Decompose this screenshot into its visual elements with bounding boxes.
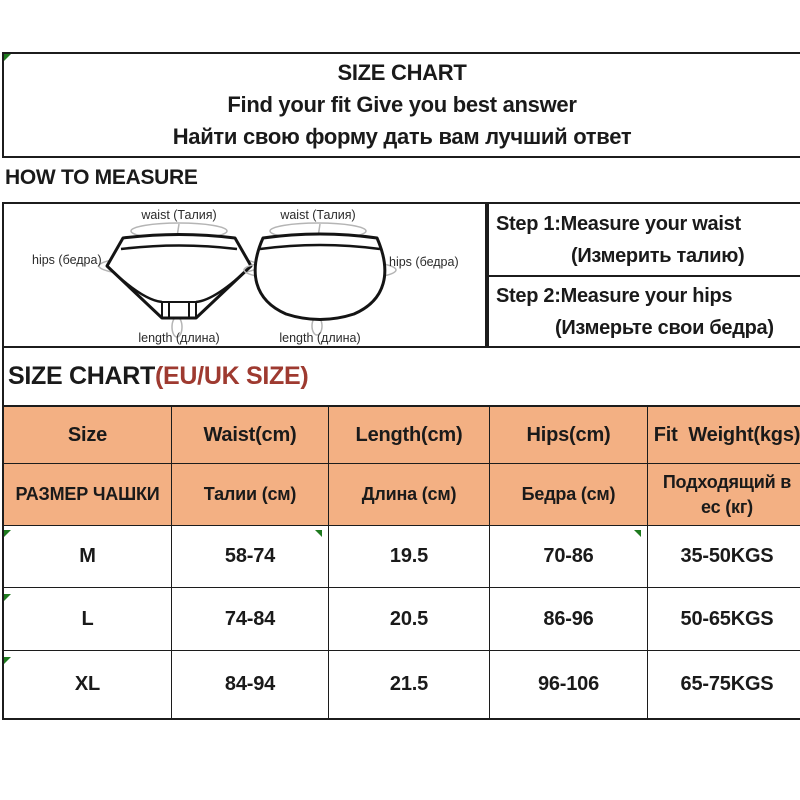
steps-divider (489, 275, 800, 277)
green-corner-marker (4, 530, 11, 537)
table-cell-hips-m: 70-86 (490, 526, 648, 588)
measure-diagram-box (2, 202, 487, 348)
table-header-hips-ru: Бедра (см) (490, 464, 648, 526)
panties-diagram (4, 204, 485, 346)
green-corner-marker (4, 657, 11, 664)
table-cell-waist-l: 74-84 (172, 588, 329, 651)
table-cell-waist-m: 58-74 (172, 526, 329, 588)
title-box (2, 52, 800, 158)
measure-steps-box (487, 202, 800, 348)
table-cell-weight-xl: 65-75KGS (648, 651, 800, 718)
table-header-hips: Hips(cm) (490, 407, 648, 464)
table-cell-hips-l: 86-96 (490, 588, 648, 651)
table-header-waist: Waist(cm) (172, 407, 329, 464)
table-cell-weight-l: 50-65KGS (648, 588, 800, 651)
table-header-weight-ru: Подходящий в ес (кг) (648, 464, 800, 526)
table-header-size-ru: РАЗМЕР ЧАШКИ (4, 464, 172, 526)
step1-text-ru: (Измерить талию) (571, 245, 745, 267)
table-cell-size-m: M (4, 526, 172, 588)
size-chart-heading-black: SIZE CHART (8, 362, 156, 390)
waist-label-right: waist (Талия) (280, 208, 356, 222)
table-header-length-ru: Длина (см) (329, 464, 490, 526)
length-label-right: length (длина) (279, 331, 361, 345)
table-cell-size-xl: XL (4, 651, 172, 718)
green-corner-marker (4, 594, 11, 601)
green-corner-marker (4, 54, 11, 61)
table-header-weight: Fit Weight(kgs) (648, 407, 800, 464)
table-cell-weight-m: 35-50KGS (648, 526, 800, 588)
table-cell-length-xl: 21.5 (329, 651, 490, 718)
table-header-length: Length(cm) (329, 407, 490, 464)
table-header-size: Size (4, 407, 172, 464)
waist-label-left: waist (Талия) (141, 208, 217, 222)
table-cell-length-l: 20.5 (329, 588, 490, 651)
green-corner-marker (634, 530, 641, 537)
table-cell-hips-xl: 96-106 (490, 651, 648, 718)
step2-text-ru: (Измерьте свои бедра) (555, 317, 774, 339)
hips-label-right: hips (бедра) (389, 255, 459, 269)
step1-text-en: Step 1:Measure your waist (496, 213, 741, 235)
table-cell-length-m: 19.5 (329, 526, 490, 588)
size-chart-heading-row (2, 348, 800, 405)
length-label-left: length (длина) (138, 331, 220, 345)
page-title: SIZE CHART (337, 60, 467, 85)
table-cell-size-l: L (4, 588, 172, 651)
size-table (2, 405, 800, 720)
step2-text-en: Step 2:Measure your hips (496, 285, 733, 307)
size-chart-heading-red: (EU/UK SIZE) (155, 362, 309, 390)
table-header-waist-ru: Талии (см) (172, 464, 329, 526)
subtitle-en: Find your fit Give you best answer (227, 92, 577, 117)
hips-label-left: hips (бедра) (32, 253, 102, 267)
subtitle-ru: Найти свою форму дать вам лучший ответ (172, 124, 632, 149)
green-corner-marker (315, 530, 322, 537)
table-cell-waist-xl: 84-94 (172, 651, 329, 718)
how-to-measure-heading: HOW TO MEASURE (5, 166, 198, 189)
